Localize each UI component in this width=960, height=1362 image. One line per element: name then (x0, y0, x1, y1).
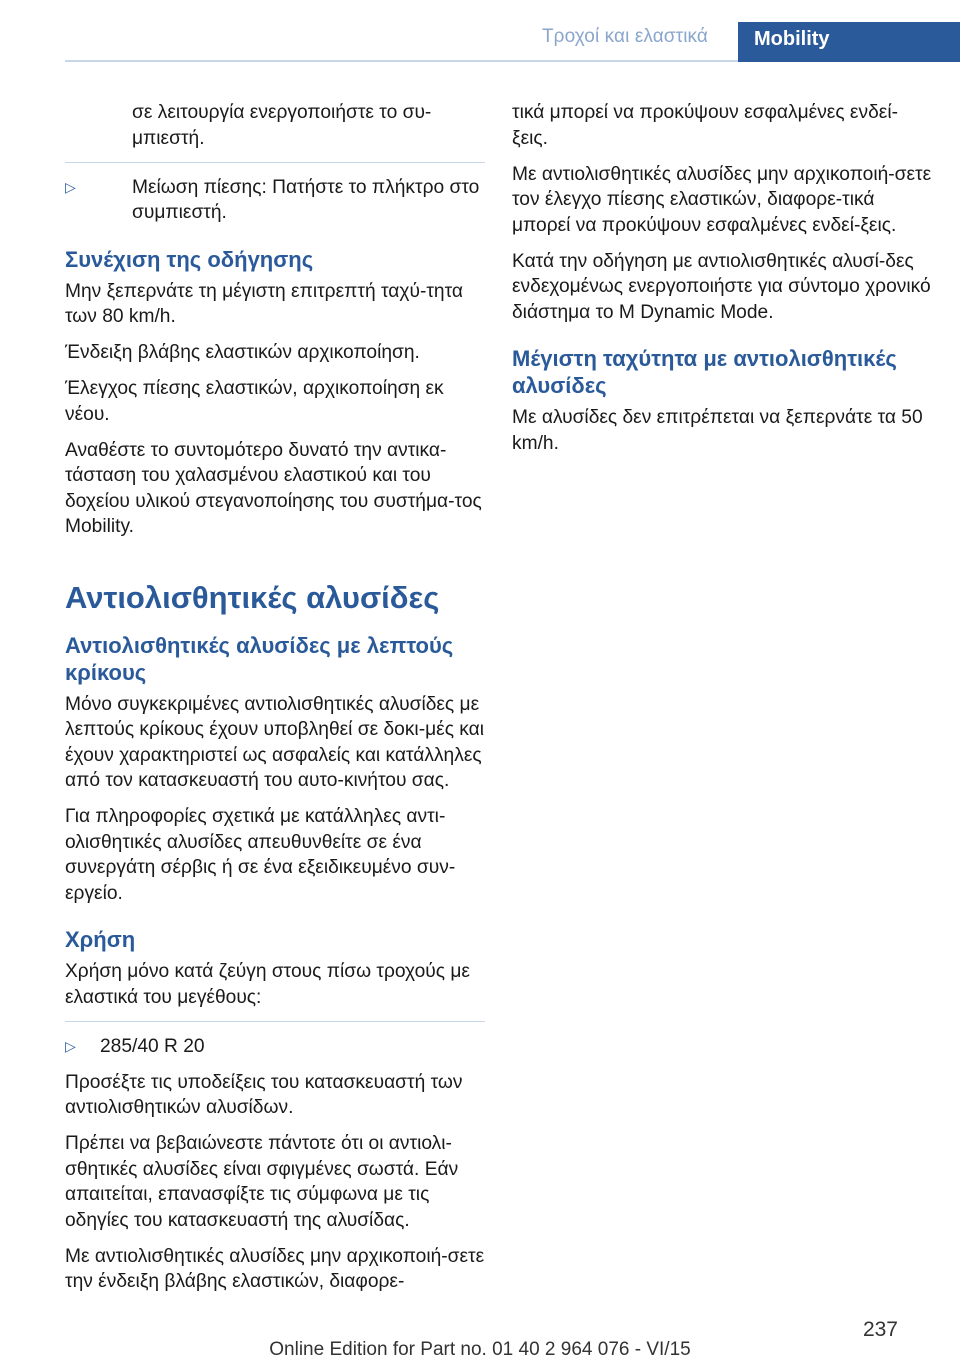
left-column (65, 100, 485, 1305)
bullet-text: 285/40 R 20 (100, 1035, 205, 1057)
bullet-item-tire-size (65, 1034, 485, 1060)
heading-use: Χρήση (65, 927, 136, 952)
paragraph: Μην ξεπερνάτε τη μέγιστη επιτρεπτή ταχύ-τητα των 80 km/h. (65, 280, 463, 327)
paragraph: Κατά την οδήγηση με αντιολισθητικές αλυσί-δες ενδεχομένως ενεργοποιήστε για σύντομο χρονικό διάστημα το M Dynamic Mode. (512, 250, 931, 323)
bullet-divider (65, 1021, 485, 1022)
heading-fine-link-chains: Αντιολισθητικές αλυσίδες με λεπτούς κρίκους (65, 632, 454, 685)
paragraph: Έλεγχος πίεσης ελαστικών, αρχικοποίηση εκ νέου. (65, 378, 444, 425)
paragraph: τικά μπορεί να προκύψουν εσφαλμένες ενδεί-ξεις. (512, 102, 898, 149)
bullet-item-pressure (65, 175, 485, 226)
heading-snow-chains: Αντιολισθητικές αλυσίδες (65, 579, 440, 615)
paragraph: Με αντιολισθητικές αλυσίδες μην αρχικοποιή-σετε την ένδειξη βλάβης ελαστικών, διαφορε- (65, 1245, 485, 1292)
header-divider (65, 60, 738, 62)
header-chapter-label: Mobility (754, 28, 830, 50)
heading-max-speed-chains: Μέγιστη ταχύτητα με αντιολισθητικές αλυσίδες (512, 346, 897, 398)
right-column (512, 100, 932, 467)
page-header (0, 0, 960, 62)
paragraph: Με αντιολισθητικές αλυσίδες μην αρχικοποιή-σετε τον έλεγχο πίεσης ελαστικών, διαφορε-τικά μπορεί να προκύψουν εσφαλμένες ενδεί-ξεις. (512, 163, 932, 236)
paragraph: Ένδειξη βλάβης ελαστικών αρχικοποίηση. (65, 342, 420, 363)
page-number: 237 (862, 1318, 898, 1341)
edition-footer: Online Edition for Part no. 01 40 2 964 076 - VI/15 (269, 1339, 691, 1360)
paragraph: Μόνο συγκεκριμένες αντιολισθητικές αλυσίδες με λεπτούς κρίκους έχουν υποβληθεί σε δοκι-μές και έχουν χαρακτηριστεί ως ασφαλείς και κατάλληλες από τον κατασκευαστή του αυτο-κινήτου σας. (65, 693, 484, 791)
header-section-title: Τροχοί και ελαστικά (541, 26, 708, 47)
intro-paragraph: σε λειτουργία ενεργοποιήστε το συ-μπιεστή. (132, 102, 432, 149)
bullet-text: Μείωση πίεσης: Πατήστε το πλήκτρο στο συμπιεστή. (132, 176, 480, 223)
paragraph: Πρέπει να βεβαιώνεστε πάντοτε ότι οι αντιολι-σθητικές αλυσίδες είναι σφιγμένες σωστά. Εάν απαιτείται, επανασφίξτε τις σύμφωνα με τις οδηγίες του κατασκευαστή της αλυσίδας. (65, 1133, 459, 1231)
paragraph: Για πληροφορίες σχετικά με κατάλληλες αντι-ολισθητικές αλυσίδες απευθυνθείτε σε ένα συνεργάτη σέρβις ή σε ένα εξειδικευμένο συν-εργείο. (65, 806, 456, 904)
heading-continue-driving: Συνέχιση της οδήγησης (65, 246, 314, 272)
paragraph: Προσέξτε τις υποδείξεις του κατασκευαστή των αντιολισθητικών αλυσίδων. (65, 1071, 463, 1118)
header-chapter-tab (738, 22, 960, 62)
bullet-divider (65, 162, 485, 163)
triangle-right-icon: ▷ (65, 1037, 76, 1054)
paragraph: Με αλυσίδες δεν επιτρέπεται να ξεπερνάτε τα 50 km/h. (512, 407, 923, 454)
paragraph: Αναθέστε το συντομότερο δυνατό την αντικα-τάσταση του χαλασμένου ελαστικού και του δοχείου υλικού στεγανοποίησης του συστήμα-τος Mobility. (65, 439, 482, 537)
triangle-right-icon: ▷ (65, 178, 76, 195)
paragraph: Χρήση μόνο κατά ζεύγη στους πίσω τροχούς με ελαστικά του μεγέθους: (65, 961, 470, 1008)
